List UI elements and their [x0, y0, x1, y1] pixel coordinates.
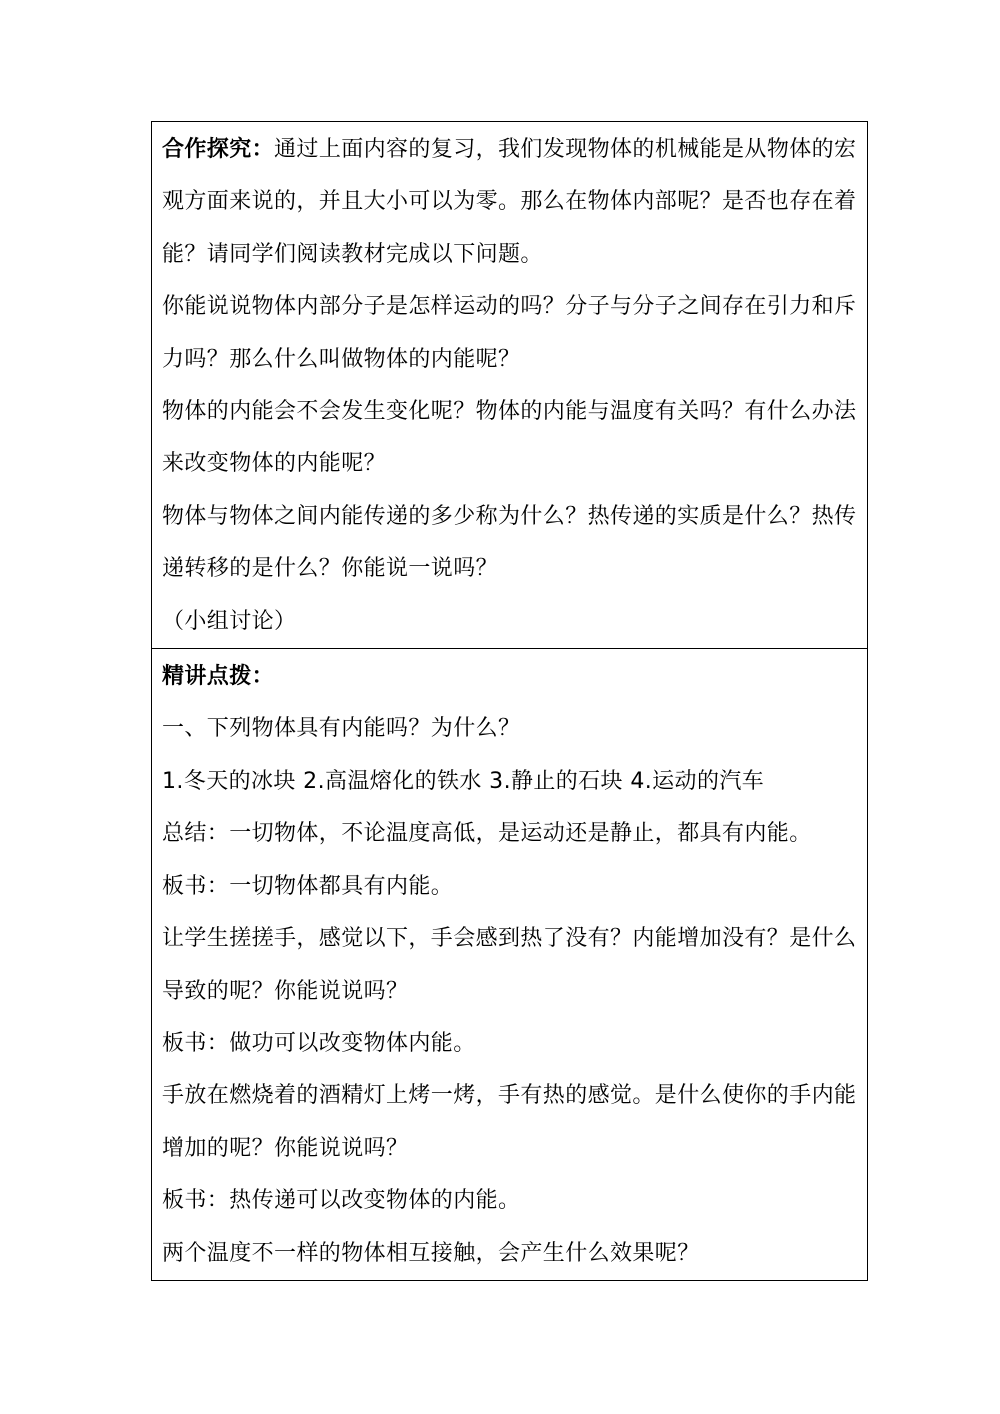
paragraph: 手放在燃烧着的酒精灯上烤一烤，手有热的感觉。是什么使你的手内能增加的呢？你能说说吗？ — [162, 1083, 857, 1161]
table-row — [152, 122, 868, 649]
paragraph: 板书：做功可以改变物体内能。 — [162, 1030, 476, 1056]
table-row — [152, 649, 868, 1281]
paragraph: 两个温度不一样的物体相互接触，会产生什么效果呢？ — [162, 1240, 700, 1266]
paragraph — [162, 124, 858, 281]
paragraph-text: 通过上面内容的复习，我们发现物体的机械能是从物体的宏观方面来说的，并且大小可以为零。那么在物体内部呢？是否也存在着能？请同学们阅读教材完成以下问题。 — [162, 137, 857, 267]
lesson-table — [151, 121, 868, 1281]
paragraph: 总结：一切物体，不论温度高低，是运动还是静止，都具有内能。 — [162, 821, 812, 847]
paragraph: 1.冬天的冰块 2.高温熔化的铁水 3.静止的石块 4.运动的汽车 — [162, 768, 765, 794]
section-heading: 合作探究： — [162, 137, 275, 162]
paragraph: 板书：热传递可以改变物体的内能。 — [162, 1188, 521, 1214]
paragraph: 一、下列物体具有内能吗？为什么？ — [162, 716, 521, 742]
paragraph: 物体的内能会不会发生变化呢？物体的内能与温度有关吗？有什么办法来改变物体的内能呢？ — [162, 399, 857, 477]
key-explanation-cell — [152, 649, 868, 1281]
paragraph: 板书：一切物体都具有内能。 — [162, 873, 454, 899]
paragraph: 物体与物体之间内能传递的多少称为什么？热传递的实质是什么？热传递转移的是什么？你能说一说吗？ — [162, 503, 857, 582]
paragraph — [162, 651, 858, 703]
section-heading: 精讲点拨： — [162, 664, 275, 690]
paragraph: 让学生搓搓手，感觉以下，手会感到热了没有？内能增加没有？是什么导致的呢？你能说说吗？ — [162, 926, 857, 1004]
cooperative-inquiry-cell — [152, 122, 868, 649]
paragraph: （小组讨论） — [162, 608, 297, 634]
paragraph: 你能说说物体内部分子是怎样运动的吗？分子与分子之间存在引力和斥力吗？那么什么叫做物体的内能呢？ — [162, 294, 857, 372]
